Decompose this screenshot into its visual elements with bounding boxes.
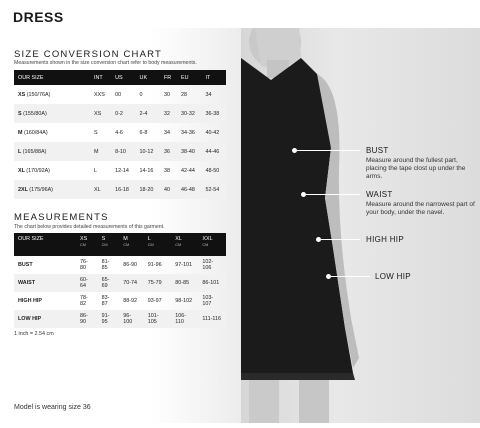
table-row — [14, 161, 226, 180]
measurements-table — [14, 233, 226, 328]
table-cell: 12-14 — [115, 167, 129, 174]
table-cell: 46-48 — [177, 180, 201, 199]
measurements-subtitle: The chart below provides detailed measurements of this garment. — [14, 224, 165, 230]
col-header: M CM — [119, 233, 144, 256]
table-cell: 16-18 — [111, 180, 135, 199]
model-size-note: Model is wearing size 36 — [14, 404, 91, 411]
table-cell: 30 — [164, 91, 170, 98]
table-cell: 52-54 — [201, 180, 226, 199]
col-header: FR — [160, 70, 177, 85]
table-cell: 0-2 — [111, 104, 135, 123]
table-cell: 88-92 — [123, 298, 138, 304]
table-row — [14, 310, 226, 328]
conversion-subtitle: Measurements shown in the size conversion chart refer to body measurements. — [14, 60, 197, 66]
table-header-row — [14, 70, 226, 85]
table-cell: 97-101 — [175, 262, 193, 268]
table-header-row — [14, 233, 226, 256]
table-cell: 93-97 — [147, 298, 162, 304]
low-hip-label: LOW HIP — [375, 272, 411, 281]
table-row — [14, 104, 226, 123]
table-cell: 48-50 — [205, 167, 220, 174]
bust-description: Measure around the fullest part, placing the tape clost up under the arms. — [366, 157, 466, 180]
table-cell: 101-105 — [144, 310, 172, 328]
col-header: IT — [201, 70, 226, 85]
col-header: EU — [177, 70, 201, 85]
col-header: OUR SIZE — [14, 233, 76, 256]
col-header: OUR SIZE — [14, 70, 90, 85]
table-cell: 00 — [115, 91, 122, 98]
table-row — [14, 180, 226, 199]
waist-leader-line — [306, 194, 360, 195]
table-cell: 34-36 — [181, 129, 195, 136]
table-cell: 106-110 — [171, 310, 198, 328]
table-cell: 70-74 — [119, 274, 144, 292]
table-cell: 81-85 — [101, 259, 110, 271]
col-header: S CM — [98, 233, 120, 256]
measurements-title: MEASUREMENTS — [14, 212, 109, 223]
table-cell: 34 — [164, 129, 170, 136]
table-cell: XL — [90, 180, 111, 199]
table-cell: 0 — [139, 91, 143, 98]
row-label: XS (150/76A) — [18, 91, 51, 98]
table-cell: 14-16 — [139, 167, 154, 174]
table-cell: 18-20 — [136, 180, 160, 199]
table-row — [14, 123, 226, 142]
model-photo — [241, 28, 480, 423]
high-hip-leader-line — [321, 239, 360, 240]
waist-label: WAIST — [366, 190, 393, 199]
high-hip-label: HIGH HIP — [366, 235, 404, 244]
table-cell: 38 — [164, 167, 170, 174]
row-label: BUST — [18, 262, 33, 268]
table-cell: M — [90, 142, 111, 161]
table-cell: 98-102 — [175, 298, 193, 304]
table-cell: 96-100 — [119, 310, 144, 328]
table-cell: 36-38 — [201, 104, 226, 123]
table-cell: 75-79 — [144, 274, 172, 292]
table-cell: 65-69 — [98, 274, 120, 292]
table-cell: 86-101 — [198, 274, 226, 292]
table-cell: 103-107 — [202, 295, 214, 307]
waist-description: Measure around the narrowest part of your body, under the navel. — [366, 201, 475, 216]
table-cell: 80-85 — [171, 274, 198, 292]
col-header: UK — [136, 70, 160, 85]
row-label: M (160/84A) — [18, 129, 48, 136]
table-cell: 32 — [160, 104, 177, 123]
table-cell: 28 — [181, 91, 188, 98]
bust-label: BUST — [366, 146, 389, 155]
table-cell: 42-44 — [181, 167, 195, 174]
table-row — [14, 274, 226, 292]
table-cell: L — [94, 167, 97, 174]
table-cell: 78-82 — [80, 295, 88, 307]
table-cell: 102-106 — [202, 259, 214, 271]
table-cell: XXS — [94, 91, 105, 98]
table-cell: 86-90 — [76, 310, 98, 328]
table-cell: 34 — [205, 91, 212, 98]
table-cell: 10-12 — [136, 142, 160, 161]
table-cell: 38-40 — [177, 142, 201, 161]
bust-leader-line — [297, 150, 360, 151]
table-cell: 91-96 — [147, 262, 162, 268]
col-header: XXL CM — [198, 233, 226, 256]
conversion-title: SIZE CONVERSION CHART — [14, 49, 163, 60]
row-label: WAIST — [14, 274, 76, 292]
size-conversion-table — [14, 70, 226, 199]
col-header: INT — [90, 70, 111, 85]
table-row — [14, 142, 226, 161]
table-row — [14, 292, 226, 310]
table-cell: 83-87 — [101, 295, 110, 307]
table-cell: 44-46 — [201, 142, 226, 161]
brand-title: DRESS — [13, 9, 64, 25]
table-cell: 40 — [160, 180, 177, 199]
table-cell: 76-80 — [80, 259, 88, 271]
unit-conversion-note: 1 inch = 2.54 cm — [14, 331, 54, 337]
table-cell: 30-32 — [177, 104, 201, 123]
table-cell: 36 — [160, 142, 177, 161]
row-label: 2XL (175/96A) — [14, 180, 90, 199]
table-cell: 8-10 — [111, 142, 135, 161]
model-silhouette — [241, 28, 480, 423]
table-row — [14, 256, 226, 274]
table-cell: 4-6 — [115, 129, 123, 136]
table-cell: 2-4 — [136, 104, 160, 123]
row-label: S (155/80A) — [14, 104, 90, 123]
table-cell: 111-116 — [198, 310, 226, 328]
col-header: XS CM — [76, 233, 98, 256]
table-cell: 60-64 — [76, 274, 98, 292]
col-header: XL CM — [171, 233, 198, 256]
table-cell: 6-8 — [139, 129, 148, 136]
low-hip-leader-line — [331, 276, 370, 277]
row-label: L (165/88A) — [14, 142, 90, 161]
row-label: XL (170/92A) — [18, 167, 50, 174]
table-cell: S — [94, 129, 98, 136]
col-header: US — [111, 70, 135, 85]
table-cell: 40-42 — [205, 129, 220, 136]
table-cell: XS — [90, 104, 111, 123]
table-cell: 91-95 — [98, 310, 120, 328]
row-label: LOW HIP — [14, 310, 76, 328]
table-row — [14, 85, 226, 104]
col-header: L CM — [144, 233, 172, 256]
table-cell: 86-90 — [123, 262, 138, 268]
row-label: HIGH HIP — [18, 298, 42, 304]
